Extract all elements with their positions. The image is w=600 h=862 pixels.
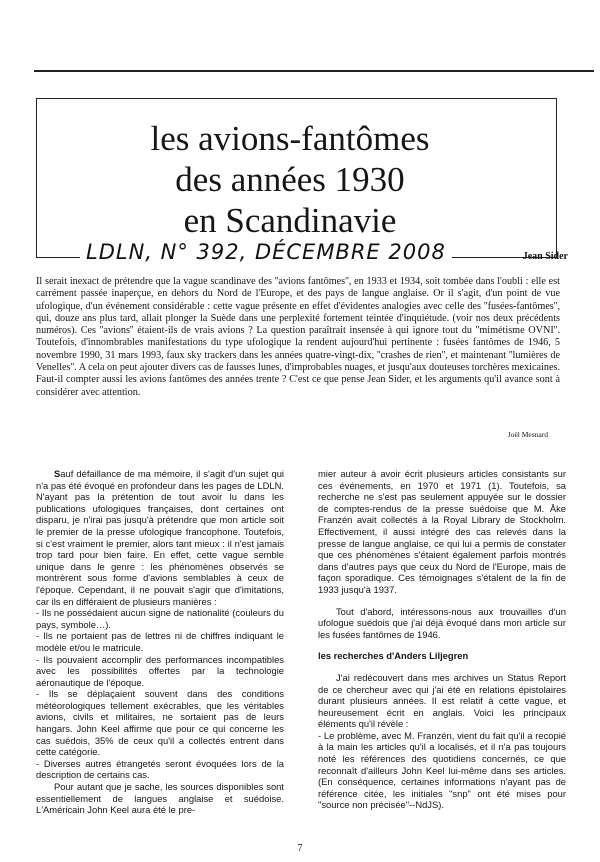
title-line: en Scandinavie: [183, 201, 397, 240]
list-item: - Diverses autres étrangetés seront évoquées lors de la description de certains cas.: [36, 757, 284, 781]
left-paragraph: Pour autant que je sache, les sources disponibles sont essentiellement de langues anglaise et suédoise. L'Américain John Keel aura été le pre-: [36, 781, 284, 816]
left-paragraph-text: auf défaillance de ma mémoire, il s'agit d'un sujet qui n'a pas été évoqué en profondeur dans les pages de LDLN. N'ayant pas la prétention de tout avoir lu dans les publications ufologiques françaises, dont certaines ont disparu, je n'irai pas jusqu'à prétendre que mon article soit le premier de la presse ufologique francophone. Toutefois, si c'est vraiment le premier, alors tant mieux : il n'est jamais trop tard pour bien faire. En effet, cette vague semble unique dans le genre : les phénomènes observés se montrèrent sous forme d'avions semblables à ceux de l'époque. Cependant, il ne pouvait s'agir que d'imitations, car ils en différaient de plusieurs manières :: [36, 468, 284, 607]
list-item: - Ils se déplaçaient souvent dans des conditions météorologiques tellement exécrables, que les véritables avions, civils et militaires, ne sortaient pas de leurs hangars. John Keel affirme que pour ce qui concerne les cas suédois, 35% de ceux qu'il a collectés entrent dans cette catégorie.: [36, 688, 284, 758]
page-number: 7: [297, 843, 303, 854]
right-column: [318, 468, 566, 811]
left-paragraph: [36, 468, 284, 607]
list-item: - Ils pouvaient accomplir des performances incompatibles avec les possibilités offertes par la technologie aéronautique de l'époque.: [36, 653, 284, 688]
right-paragraph: - Le problème, avec M. Franzén, vient du fait qu'il a recopié à la main les articles qu'il a localisés, et il n'a pas toujours noté les références des quotidiens concernés, ce que reconnaît d'ailleurs John Keel lui-même dans ses articles. (En conséquence, certaines informations n'ayant pas de référence citée, les initiales "snp" ont été mises pour "source non précisée"--NdJS).: [318, 729, 566, 811]
intro-signature: Joël Mesnard: [507, 430, 548, 439]
right-paragraph: mier auteur à avoir écrit plusieurs articles consistants sur ces événements, en 1970 et 1971 (1). Toutefois, sa recherche ne s'est pas seulement appuyée sur le dossier de comptes-rendus de la presse suédoise que M. Åke Franzén avait collectés à la Royal Library de Stockholm. Effectivement, il aussi intégré des cas relevés dans la presse de langue anglaise, ce qui lui a permis de constater que ces phénomènes s'étaient également parfois montrés dans d'autres pays que ceux du Nord de l'Europe, mais de façon sporadique. Ces témoignages s'étalent de la fin de 1933 jusqu'à 1937.: [318, 468, 566, 595]
top-rule: [34, 70, 594, 72]
list-item: - Ils ne possédaient aucun signe de nationalité (couleurs du pays, symbole…).: [36, 607, 284, 630]
author-name: Jean Sider: [522, 251, 568, 262]
handwritten-issue-note: LDLN, N° 392, DÉCEMBRE 2008: [80, 240, 452, 264]
section-heading: les recherches d'Anders Liljegren: [318, 650, 469, 662]
right-paragraph: Tout d'abord, intéressons-nous aux trouvailles d'un ufologue suédois que j'ai déjà évoqué dans mon article sur les fusées fantômes de 1946.: [318, 605, 566, 640]
intro-paragraph: Il serait inexact de prétendre que la vague scandinave des ''avions fantômes'', en 1933 et 1934, soit tombée dans l'oubli : elle est carrément passée inaperçue, en dehors du Nord de l'Europe, et des pays de langue anglaise. Or il s'agit, d'un point de vue ufologique, d'un événement considérable : cette vague présente en effet d'évidentes analogies avec celle des ''fusées-fantômes'', qui, douze ans plus tard, allait plonger la Suède dans une perplexité fortement teintée d'inquiétude. (voir nos deux précédents numéros). Ces ''avions'' étaient-ils de vrais avions ? La question paraîtrait insensée à qui ignore tout du ''mimétisme OVNI''. Toutefois, d'innombrables manifestations du type ufologique la rendent aujourd'hui pertinente : fusées fantômes de 1946, 5 novembre 1990, 31 mars 1993, faux sky trackers dans les années quatre-vingt-dix, ''crashes de rien'', et maintenant ''lumières de Venelles''. A cela on peut ajouter divers cas de fausses lunes, d'improbables nuages, et jusqu'aux douteuses torchères mexicaines. Faut-il compter aussi les avions fantômes des années trente ? C'est ce que pense Jean Sider, et les arguments qu'il avance sont à considérer avec attention.: [36, 276, 560, 398]
title-line: des années 1930: [175, 160, 405, 199]
right-paragraph: J'ai redécouvert dans mes archives un Status Report de ce chercheur avec qui j'ai été en relations épistolaires durant plusieurs années. Il est relatif à cette vague, et heureusement écrit en anglais. Voici les principaux éléments qu'il révèle :: [318, 671, 566, 730]
lead-letter: S: [54, 468, 61, 479]
left-column: [36, 468, 284, 816]
article-title: [130, 118, 450, 241]
list-item: - Ils ne portaient pas de lettres ni de chiffres indiquant le modèle et/ou le matricule.: [36, 630, 284, 653]
title-line: les avions-fantômes: [150, 119, 430, 158]
